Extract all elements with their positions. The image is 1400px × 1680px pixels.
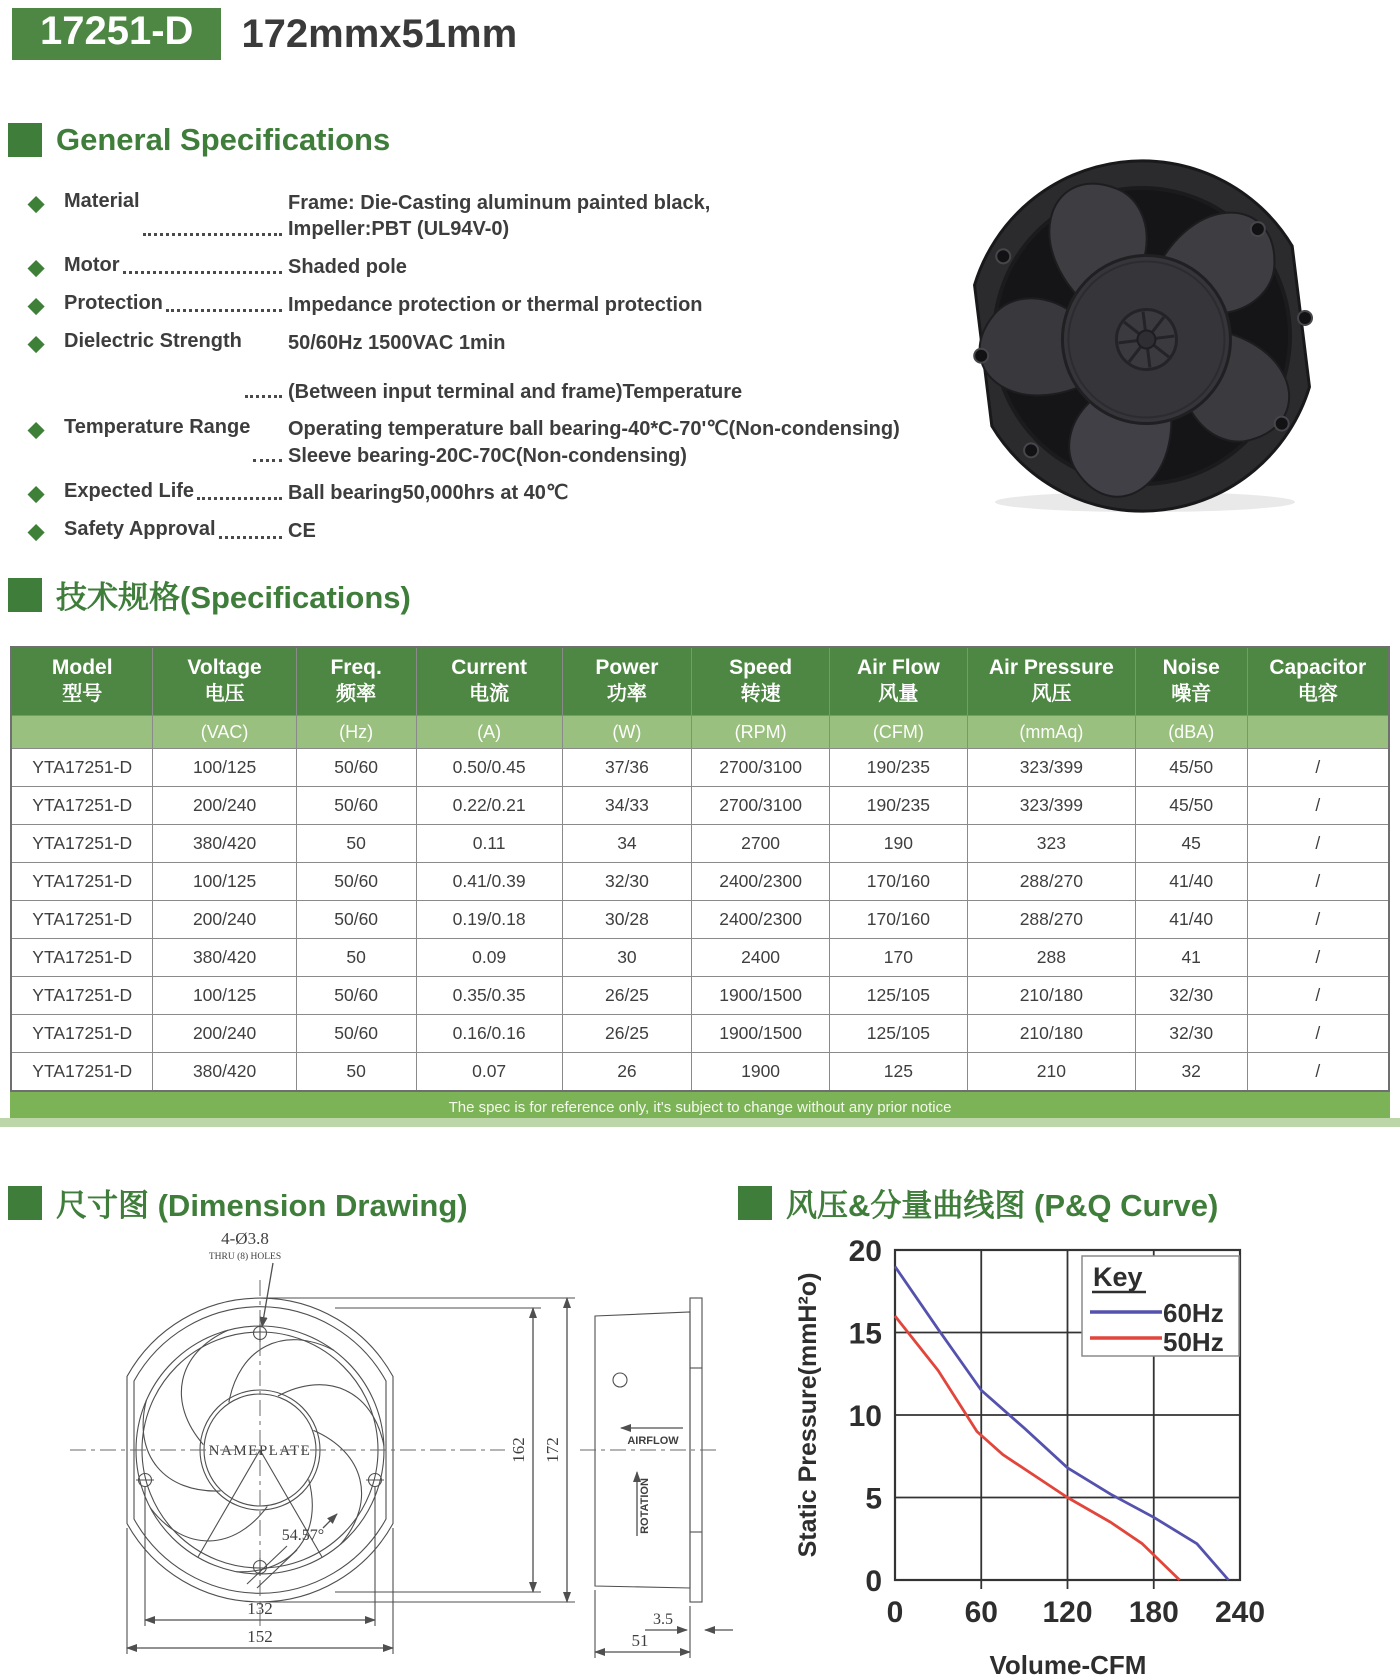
- unit-cell: (VAC): [153, 716, 296, 749]
- table-cell: 200/240: [153, 787, 296, 825]
- section-divider: [0, 1118, 1400, 1127]
- legend-title: Key: [1093, 1262, 1143, 1292]
- spec-label: Expected Life: [64, 479, 195, 502]
- spec-label: Safety Approval: [64, 518, 216, 541]
- spec-value: Frame: Die-Casting aluminum painted black, Impeller:PBT (UL94V-0): [288, 192, 711, 241]
- table-cell: /: [1247, 825, 1389, 863]
- table-cell: 1900/1500: [692, 977, 830, 1015]
- table-cell: YTA17251-D: [11, 1053, 153, 1092]
- unit-cell: (A): [416, 716, 562, 749]
- x-tick-label: 240: [1214, 1596, 1266, 1629]
- dotted-leader: [123, 254, 282, 274]
- dotted-leader: [143, 190, 282, 236]
- x-tick-label: 60: [964, 1596, 998, 1629]
- table-row: [11, 825, 1389, 863]
- dim-152: 152: [247, 1627, 273, 1646]
- diamond-bullet-icon: ◆: [28, 520, 45, 544]
- fan-product-photo: [940, 158, 1345, 518]
- spec-value: Operating temperature ball bearing-40*C-70'℃(Non-condensing) Sleeve bearing-20C-70C(Non-condensing): [288, 418, 900, 467]
- table-cell: /: [1247, 1053, 1389, 1092]
- page-header: [12, 8, 517, 60]
- table-cell: 50/60: [296, 901, 416, 939]
- table-cell: 0.35/0.35: [416, 977, 562, 1015]
- dimension-drawing: [35, 1228, 735, 1678]
- table-cell: 32/30: [562, 863, 692, 901]
- pq-chart: [790, 1230, 1270, 1680]
- table-header-row: [11, 647, 1389, 716]
- rotation-label: ROTATION: [639, 1478, 651, 1534]
- table-row: [11, 749, 1389, 787]
- holes-callout-sub: THRU (8) HOLES: [208, 1252, 282, 1262]
- table-cell: 45: [1135, 825, 1247, 863]
- unit-cell: (Hz): [296, 716, 416, 749]
- table-cell: 125/105: [829, 977, 967, 1015]
- section-marker-icon: [8, 1186, 42, 1220]
- table-cell: 288: [967, 939, 1135, 977]
- table-cell: 0.11: [416, 825, 562, 863]
- column-header: Capacitor 电容: [1247, 647, 1389, 716]
- table-cell: 0.07: [416, 1053, 562, 1092]
- spec-item: [28, 330, 958, 405]
- table-cell: 32: [1135, 1053, 1247, 1092]
- spec-item: [28, 480, 958, 507]
- section-title: 风压&分量曲线图 (P&Q Curve): [786, 1188, 1219, 1223]
- table-cell: 50: [296, 825, 416, 863]
- model-badge: 17251-D: [12, 8, 221, 60]
- table-cell: 0.09: [416, 939, 562, 977]
- spec-item: [28, 416, 958, 469]
- table-cell: 125: [829, 1053, 967, 1092]
- dotted-leader: [253, 416, 282, 462]
- section-marker-icon: [8, 578, 42, 612]
- table-cell: 2400: [692, 939, 830, 977]
- y-tick-label: 20: [848, 1235, 882, 1268]
- table-cell: 200/240: [153, 1015, 296, 1053]
- unit-cell: (dBA): [1135, 716, 1247, 749]
- table-cell: 41/40: [1135, 901, 1247, 939]
- table-cell: 30: [562, 939, 692, 977]
- table-cell: YTA17251-D: [11, 787, 153, 825]
- table-cell: 2400/2300: [692, 863, 830, 901]
- dotted-leader: [245, 330, 282, 398]
- table-cell: 288/270: [967, 863, 1135, 901]
- table-cell: 50/60: [296, 787, 416, 825]
- table-row: [11, 1015, 1389, 1053]
- table-cell: YTA17251-D: [11, 863, 153, 901]
- pq-heading: [738, 1180, 1218, 1225]
- table-cell: 26/25: [562, 977, 692, 1015]
- column-header: Air Pressure 风压: [967, 647, 1135, 716]
- table-row: [11, 901, 1389, 939]
- spec-value: CE: [288, 520, 316, 543]
- table-cell: 2400/2300: [692, 901, 830, 939]
- table-row: [11, 977, 1389, 1015]
- dotted-leader: [197, 480, 282, 500]
- table-cell: 125/105: [829, 1015, 967, 1053]
- table-cell: YTA17251-D: [11, 825, 153, 863]
- x-tick-label: 0: [886, 1596, 904, 1629]
- x-tick-label: 120: [1042, 1596, 1093, 1629]
- table-cell: YTA17251-D: [11, 939, 153, 977]
- table-cell: /: [1247, 863, 1389, 901]
- table-cell: 32/30: [1135, 1015, 1247, 1053]
- general-specs-list: [28, 190, 958, 557]
- table-cell: YTA17251-D: [11, 977, 153, 1015]
- table-cell: 0.16/0.16: [416, 1015, 562, 1053]
- table-cell: 170/160: [829, 901, 967, 939]
- table-cell: 190: [829, 825, 967, 863]
- section-title: General Specifications: [56, 122, 391, 157]
- table-row: [11, 1053, 1389, 1092]
- column-header: Voltage 电压: [153, 647, 296, 716]
- spec-value: Shaded pole: [288, 255, 407, 278]
- diamond-bullet-icon: ◆: [28, 418, 45, 442]
- table-cell: 100/125: [153, 749, 296, 787]
- column-header: Current 电流: [416, 647, 562, 716]
- table-row: [11, 863, 1389, 901]
- x-tick-label: 180: [1128, 1596, 1179, 1629]
- table-cell: 2700: [692, 825, 830, 863]
- table-cell: /: [1247, 977, 1389, 1015]
- section-title: 技术规格(Specifications): [56, 580, 411, 615]
- table-cell: 50: [296, 939, 416, 977]
- y-tick-label: 5: [865, 1482, 882, 1516]
- spec-item: [28, 190, 958, 243]
- holes-callout: 4-Ø3.8: [221, 1229, 269, 1248]
- table-cell: 50/60: [296, 1015, 416, 1053]
- column-header: Freq. 频率: [296, 647, 416, 716]
- chart-legend: [1082, 1256, 1239, 1357]
- table-cell: 0.50/0.45: [416, 749, 562, 787]
- spec-label: Dielectric Strength: [64, 330, 242, 353]
- spec-label: Temperature Range: [64, 416, 251, 439]
- table-cell: 34: [562, 825, 692, 863]
- table-cell: 190/235: [829, 749, 967, 787]
- table-cell: /: [1247, 901, 1389, 939]
- table-cell: 26/25: [562, 1015, 692, 1053]
- dim-172: 172: [543, 1437, 562, 1463]
- column-header: Air Flow 风量: [829, 647, 967, 716]
- table-cell: 323: [967, 825, 1135, 863]
- table-cell: 323/399: [967, 787, 1135, 825]
- table-cell: 32/30: [1135, 977, 1247, 1015]
- unit-cell: (W): [562, 716, 692, 749]
- table-cell: 380/420: [153, 1053, 296, 1092]
- table-cell: 288/270: [967, 901, 1135, 939]
- unit-cell: [1247, 716, 1389, 749]
- dotted-leader: [219, 518, 282, 538]
- unit-cell: (mmAq): [967, 716, 1135, 749]
- spec-value: 50/60Hz 1500VAC 1min (Between input terminal and frame)Temperature: [288, 332, 743, 403]
- table-cell: 200/240: [153, 901, 296, 939]
- table-cell: 170: [829, 939, 967, 977]
- table-cell: 0.41/0.39: [416, 863, 562, 901]
- section-marker-icon: [738, 1186, 772, 1220]
- spec-item: [28, 518, 958, 545]
- table-cell: YTA17251-D: [11, 749, 153, 787]
- table-cell: 380/420: [153, 939, 296, 977]
- table-cell: 34/33: [562, 787, 692, 825]
- spec-table-container: [10, 646, 1390, 1125]
- table-cell: 26: [562, 1053, 692, 1092]
- spec-label: Protection: [64, 292, 163, 315]
- dim-162: 162: [509, 1437, 528, 1463]
- table-cell: 0.22/0.21: [416, 787, 562, 825]
- table-cell: /: [1247, 939, 1389, 977]
- specifications-heading: [8, 572, 411, 617]
- spec-label: Motor: [64, 253, 120, 276]
- spec-label: Material: [64, 190, 140, 212]
- column-header: Speed 转速: [692, 647, 830, 716]
- general-specs-heading: [8, 122, 390, 158]
- table-cell: /: [1247, 1015, 1389, 1053]
- table-cell: 50/60: [296, 749, 416, 787]
- dim-3-5: 3.5: [653, 1611, 673, 1628]
- table-cell: 100/125: [153, 977, 296, 1015]
- section-marker-icon: [8, 123, 42, 157]
- diamond-bullet-icon: ◆: [28, 481, 45, 505]
- table-cell: 100/125: [153, 863, 296, 901]
- table-row: [11, 787, 1389, 825]
- table-cell: 323/399: [967, 749, 1135, 787]
- table-cell: 45/50: [1135, 787, 1247, 825]
- table-cell: 1900: [692, 1053, 830, 1092]
- diamond-bullet-icon: ◆: [28, 294, 45, 318]
- table-cell: 41/40: [1135, 863, 1247, 901]
- airflow-label: AIRFLOW: [627, 1435, 679, 1447]
- table-cell: 45/50: [1135, 749, 1247, 787]
- column-header: Power 功率: [562, 647, 692, 716]
- y-tick-label: 0: [865, 1565, 882, 1598]
- table-cell: 1900/1500: [692, 1015, 830, 1053]
- table-cell: /: [1247, 787, 1389, 825]
- diamond-bullet-icon: ◆: [28, 332, 45, 356]
- spec-table: [10, 646, 1390, 1092]
- y-tick-label: 10: [848, 1400, 882, 1433]
- table-cell: 37/36: [562, 749, 692, 787]
- blade-angle-label: 54.57°: [281, 1527, 325, 1544]
- legend-label-50hz: 50Hz: [1163, 1327, 1224, 1357]
- table-row: [11, 939, 1389, 977]
- dim-51: 51: [631, 1631, 649, 1650]
- dim-132: 132: [247, 1599, 273, 1618]
- x-axis-title: Volume-CFM: [989, 1650, 1147, 1680]
- column-header: Model 型号: [11, 647, 153, 716]
- table-footnote: The spec is for reference only, it's subject to change without any prior notice: [10, 1092, 1390, 1125]
- table-cell: 210/180: [967, 977, 1135, 1015]
- side-view: [580, 1298, 733, 1658]
- table-cell: /: [1247, 749, 1389, 787]
- unit-cell: (RPM): [692, 716, 830, 749]
- y-tick-label: 15: [848, 1317, 882, 1351]
- table-cell: 30/28: [562, 901, 692, 939]
- table-cell: 50: [296, 1053, 416, 1092]
- dotted-leader: [166, 292, 282, 312]
- table-cell: 0.19/0.18: [416, 901, 562, 939]
- table-cell: YTA17251-D: [11, 901, 153, 939]
- table-cell: 50/60: [296, 977, 416, 1015]
- table-cell: 41: [1135, 939, 1247, 977]
- table-cell: 2700/3100: [692, 787, 830, 825]
- table-cell: YTA17251-D: [11, 1015, 153, 1053]
- column-header: Noise 噪音: [1135, 647, 1247, 716]
- unit-cell: [11, 716, 153, 749]
- section-title: 尺寸图 (Dimension Drawing): [56, 1188, 468, 1223]
- table-cell: 170/160: [829, 863, 967, 901]
- diamond-bullet-icon: ◆: [28, 192, 45, 215]
- unit-cell: (CFM): [829, 716, 967, 749]
- spec-value: Impedance protection or thermal protection: [288, 294, 703, 317]
- legend-label-60hz: 60Hz: [1163, 1298, 1224, 1328]
- table-cell: 380/420: [153, 825, 296, 863]
- diamond-bullet-icon: ◆: [28, 255, 45, 279]
- table-cell: 210: [967, 1053, 1135, 1092]
- spec-value: Ball bearing50,000hrs at 40℃: [288, 481, 569, 504]
- units-row: [11, 716, 1389, 749]
- nameplate-label: NAMEPLATE: [208, 1443, 312, 1459]
- dimension-heading: [8, 1180, 468, 1225]
- table-cell: 50/60: [296, 863, 416, 901]
- table-cell: 2700/3100: [692, 749, 830, 787]
- table-cell: 190/235: [829, 787, 967, 825]
- size-label: 172mmx51mm: [241, 11, 518, 56]
- spec-item: [28, 254, 958, 281]
- y-axis-title: Static Pressure(mmH²o): [794, 1272, 822, 1558]
- spec-item: [28, 292, 958, 319]
- table-cell: 210/180: [967, 1015, 1135, 1053]
